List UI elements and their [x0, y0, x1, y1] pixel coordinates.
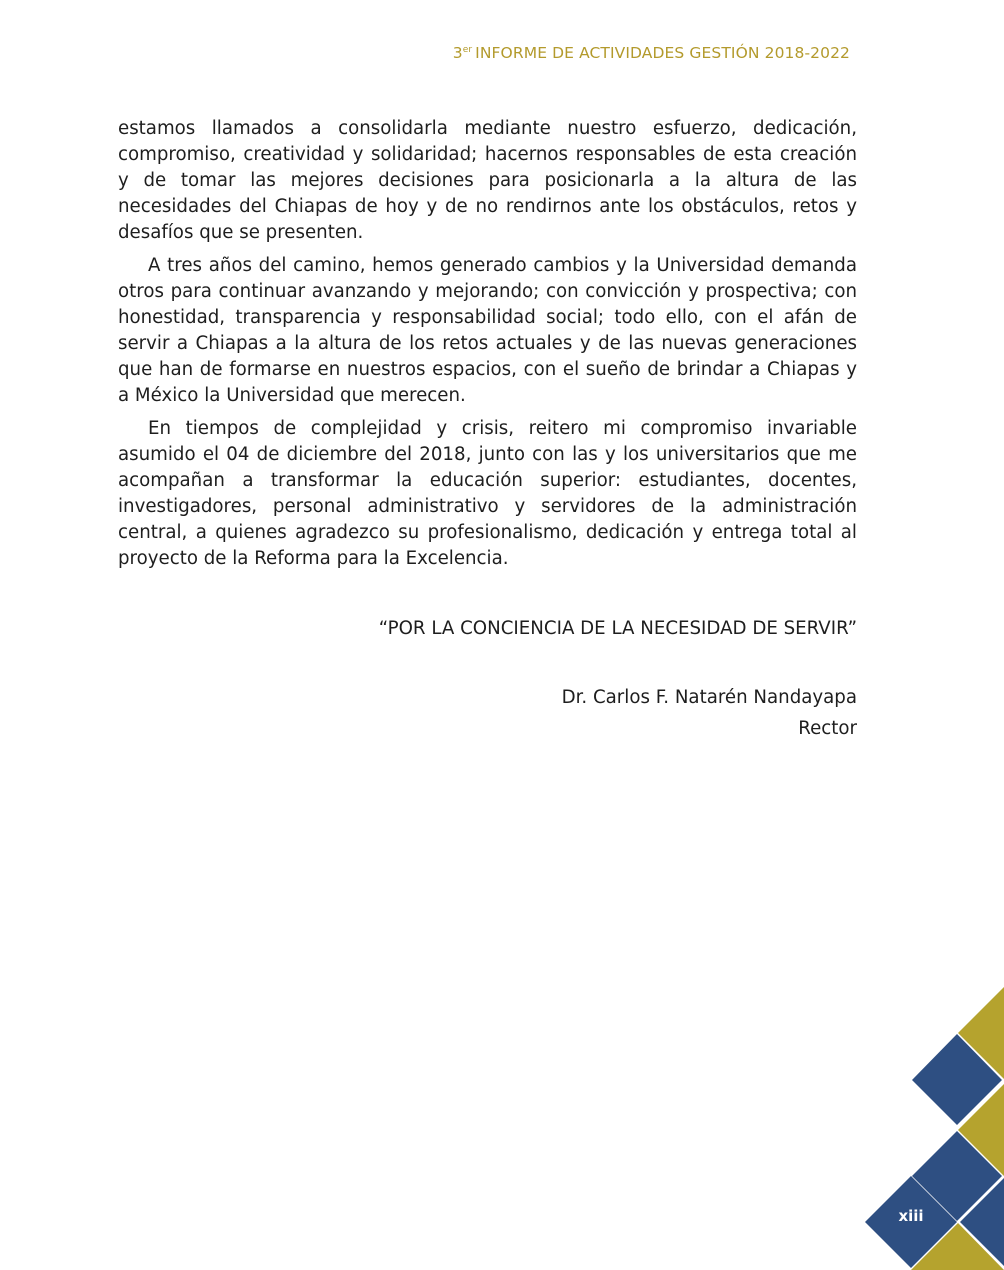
- motto: “POR LA CONCIENCIA DE LA NECESIDAD DE SERVIR”: [378, 618, 857, 639]
- signatory-name: Dr. Carlos F. Natarén Nandayapa: [561, 687, 857, 708]
- signatory-role: Rector: [798, 718, 857, 739]
- paragraph-1: estamos llamados a consolidarla mediante nuestro esfuerzo, dedicación, compromiso, creatividad y solidaridad; hacernos responsables de esta creación y de tomar las mejores decisiones para posicionarla a la altura de las necesidades del Chiapas de hoy y de no rendirnos ante los obstáculos, retos y desafíos que se presenten.: [118, 118, 857, 243]
- header-title: INFORME DE ACTIVIDADES GESTIÓN 2018-2022: [475, 44, 850, 62]
- page-number: xiii: [898, 1207, 924, 1225]
- header-ordinal: 3: [452, 44, 463, 62]
- paragraph-2: A tres años del camino, hemos generado cambios y la Universidad demanda otros para continuar avanzando y mejorando; con convicción y prospectiva; con honestidad, transparencia y responsabilidad social; todo ello, con el afán de servir a Chiapas a la altura de los retos actuales y de las nuevas generaciones que han de formarse en nuestros espacios, con el sueño de brindar a Chiapas y a México la Universidad que merecen.: [118, 255, 857, 406]
- header-ordinal-suffix: er: [462, 45, 473, 55]
- paragraph-3: En tiempos de complejidad y crisis, reitero mi compromiso invariable asumido el 04 de diciembre del 2018, junto con las y los universitarios que me acompañan a transformar la educación superior: estudiantes, docentes, investigadores, personal administrativo y servidores de la administración central, a quienes agradezco su profesionalismo, dedicación y entrega total al proyecto de la Reforma para la Excelencia.: [118, 418, 857, 569]
